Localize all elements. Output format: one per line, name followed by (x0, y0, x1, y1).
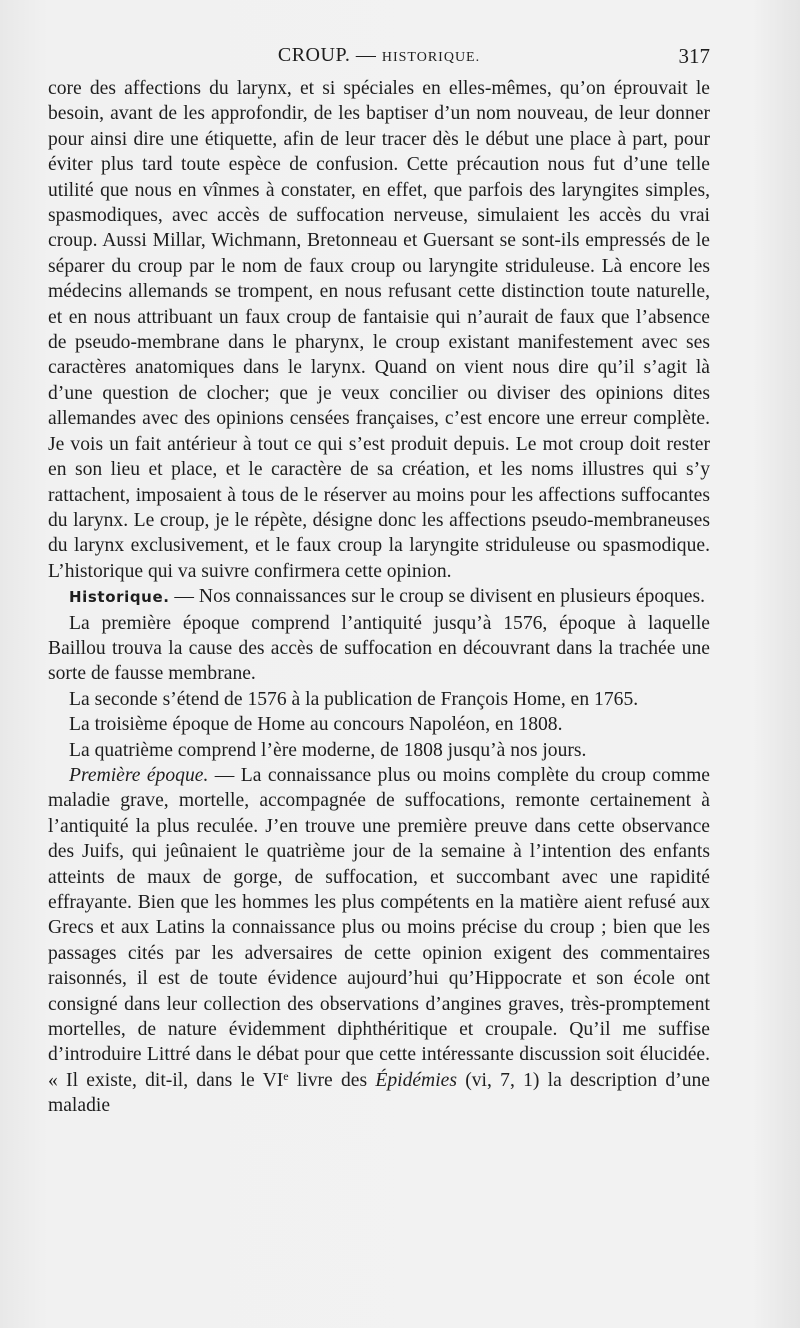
paragraph-second-epoch: La seconde s’étend de 1576 à la publication de François Home, en 1765. (69, 688, 639, 710)
page-number: 317 (678, 44, 710, 68)
paragraph-premiere-epoque-text-c: (vi, 7, 1) la description d’une maladie (48, 1069, 710, 1117)
paragraph-first-epoch: La première époque comprend l’antiquité jusqu’à 1576, époque à laquelle Baillou trouva la cause des accès de suffocation en découvrant dans la trachée une sorte de fausse membrane. (48, 612, 710, 685)
body-text (48, 76, 710, 1119)
paragraph-historique (48, 584, 710, 610)
paragraph-premiere-epoque-text-b: livre des (288, 1069, 376, 1091)
running-head-section: HISTORIQUE. (381, 50, 481, 65)
running-head-title (48, 44, 710, 67)
paragraph-intro: core des affections du larynx, et si spéciales en elles-mêmes, qu’on éprouvait le besoin, avant de les approfondir, de les baptiser d’un nom nouveau, de leur donner pour ainsi dire une étiquette, afin de leur tracer dès le début une place à part, pour éviter plus tard toute espèce de confusion. Cette précaution nous fut d’une telle utilité que nous en vînmes à constater, en effet, que parfois des laryngites simples, spasmodiques, avec accès de suffocation nerveuse, simulaient les accès du vrai croup. Aussi Millar, Wichmann, Bretonneau et Guersant se sont-ils empressés de le séparer du croup par le nom de faux croup ou laryngite striduleuse. Là encore les médecins allemands se trompent, en nous refusant cette distinction toute naturelle, et en nous attribuant un faux croup de fantaisie qui n’aurait de faux que l’absence de pseudo-membrane dans le pharynx, le croup existant manifestement avec ses caractères anatomiques dans le larynx. Quand on vient nous dire qu’il s’agit là d’une question de clocher; que je veux concilier ou diviser des opinions dites allemandes avec des opinions censées françaises, c’est encore une erreur complète. Je vois un fait antérieur à tout ce qui s’est produit depuis. Le mot croup doit rester en son lieu et place, et le caractère de sa création, et les noms illustres qui s’y rattachent, imposaient à tous de le réserver au moins pour les affections suffocantes du larynx. Le croup, je le répète, désigne donc les affections pseudo-membraneuses du larynx exclusivement, et le faux croup la laryngite striduleuse ou spasmodique. L’historique qui va suivre confirmera cette opinion. (48, 78, 710, 582)
paragraph-premiere-epoque-text-a: — La connaissance plus ou moins complète du croup comme maladie grave, mortelle, accompagnée de suffocations, remonte certainement à l’antiquité la plus reculée. J’en trouve une première preuve dans cette observance des Juifs, qui jeûnaient le quatrième jour de la semaine à l’intention des enfants atteints de maux de gorge, de suffocation, et succombant avec une rapidité effrayante. Bien que les hommes les plus compétents en la matière aient refusé aux Grecs et aux Latins la connaissance plus ou moins précise du croup ; bien que les passages cités par les adversaires de cette opinion exigent des commentaires raisonnés, il est de toute évidence aujourd’hui qu’Hippocrate et son école ont consigné dans leur collection des observations d’angines graves, très-promptement mortelles, de nature évidemment diphthéritique et croupale. Qu’il me suffise d’introduire Littré dans le débat pour que cette intéressante discussion soit élucidée. « Il existe, dit-il, dans le VI (48, 764, 711, 1091)
running-head (48, 44, 710, 72)
paragraph-historique-text: — Nos connaissances sur le croup se divisent en plusieurs époques. (169, 586, 705, 608)
section-heading-historique: Historique. (69, 588, 170, 607)
book-title-epidemies: Épidémies (375, 1069, 457, 1091)
paragraph-premiere-epoque (48, 763, 710, 1119)
running-head-main: CROUP. — (277, 44, 382, 66)
paragraph-third-epoch: La troisième époque de Home au concours Napoléon, en 1808. (69, 714, 563, 736)
section-heading-premiere-epoque: Première époque. (69, 764, 209, 786)
paragraph-fourth-epoch: La quatrième comprend l’ère moderne, de 1808 jusqu’à nos jours. (69, 739, 587, 761)
superscript-e: e (283, 1068, 289, 1083)
